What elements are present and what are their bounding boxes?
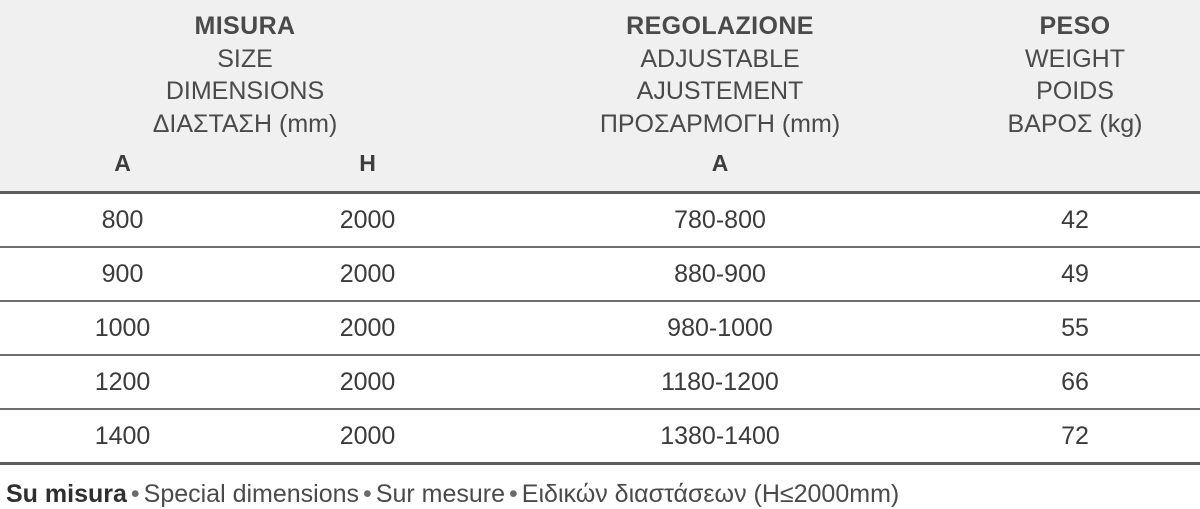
- cell-adjustment: 780-800: [490, 193, 950, 248]
- table-header: [0, 0, 1200, 193]
- header-group-adjustment: [490, 0, 950, 144]
- header-size-line-3: DIMENSIONS: [165, 77, 325, 105]
- cell-size-a: 800: [0, 193, 245, 248]
- cell-adjustment: 980-1000: [490, 301, 950, 355]
- cell-size-h: 2000: [245, 355, 490, 409]
- footnote-text: [6, 479, 1194, 509]
- header-weight-line-4: ΒΑΡΟΣ (kg): [1007, 109, 1143, 138]
- footnote-separator-2: •: [363, 480, 372, 508]
- header-size-line-4: ΔΙΑΣΤΑΣΗ (mm): [152, 109, 338, 138]
- header-adjustment-line-3: AJUSTEMENT: [636, 77, 804, 105]
- header-sub-size-h: H: [245, 144, 490, 193]
- footnote-strong: Su misura: [6, 480, 127, 508]
- header-adjustment-line-4: ΠΡΟΣΑΡΜΟΓΗ (mm): [599, 109, 841, 138]
- table-row: [0, 193, 1200, 248]
- cell-weight: 55: [950, 301, 1200, 355]
- table-row: [0, 409, 1200, 462]
- header-sub-weight: [950, 144, 1200, 193]
- header-sub-adjustment-a: A: [490, 144, 950, 193]
- header-weight-line-2: WEIGHT: [1025, 44, 1125, 73]
- table-body: [0, 193, 1200, 463]
- cell-size-h: 2000: [245, 301, 490, 355]
- cell-size-h: 2000: [245, 193, 490, 248]
- header-weight-line-3: POIDS: [1036, 77, 1114, 105]
- footnote-part-2: Sur mesure: [375, 480, 506, 508]
- cell-weight: 49: [950, 247, 1200, 301]
- cell-size-h: 2000: [245, 247, 490, 301]
- cell-adjustment: 1180-1200: [490, 355, 950, 409]
- footnote-separator-3: •: [509, 480, 518, 508]
- cell-adjustment: 1380-1400: [490, 409, 950, 462]
- table-row: [0, 355, 1200, 409]
- table-row: [0, 247, 1200, 301]
- cell-weight: 72: [950, 409, 1200, 462]
- cell-adjustment: 880-900: [490, 247, 950, 301]
- footnote-part-3: Ειδικών διαστάσεων (H≤2000mm): [521, 480, 900, 508]
- header-size-line-2: SIZE: [217, 44, 273, 73]
- footnote-separator-1: •: [130, 480, 140, 508]
- cell-size-a: 900: [0, 247, 245, 301]
- table-header-main-row: [0, 0, 1200, 144]
- header-sub-size-a: A: [0, 144, 245, 193]
- cell-weight: 66: [950, 355, 1200, 409]
- cell-size-a: 1400: [0, 409, 245, 462]
- cell-weight: 42: [950, 193, 1200, 248]
- table-header-sub-row: [0, 144, 1200, 193]
- header-size-line-1: MISURA: [194, 12, 296, 40]
- header-adjustment-line-2: ADJUSTABLE: [640, 44, 800, 73]
- cell-size-a: 1200: [0, 355, 245, 409]
- cell-size-h: 2000: [245, 409, 490, 462]
- footnote-section: [0, 462, 1200, 509]
- cell-size-a: 1000: [0, 301, 245, 355]
- header-adjustment-line-1: REGOLAZIONE: [626, 12, 814, 40]
- header-weight-line-1: PESO: [1039, 12, 1111, 40]
- table-row: [0, 301, 1200, 355]
- footnote-part-1: Special dimensions: [143, 480, 360, 508]
- header-group-weight: [950, 0, 1200, 144]
- header-group-size: [0, 0, 490, 144]
